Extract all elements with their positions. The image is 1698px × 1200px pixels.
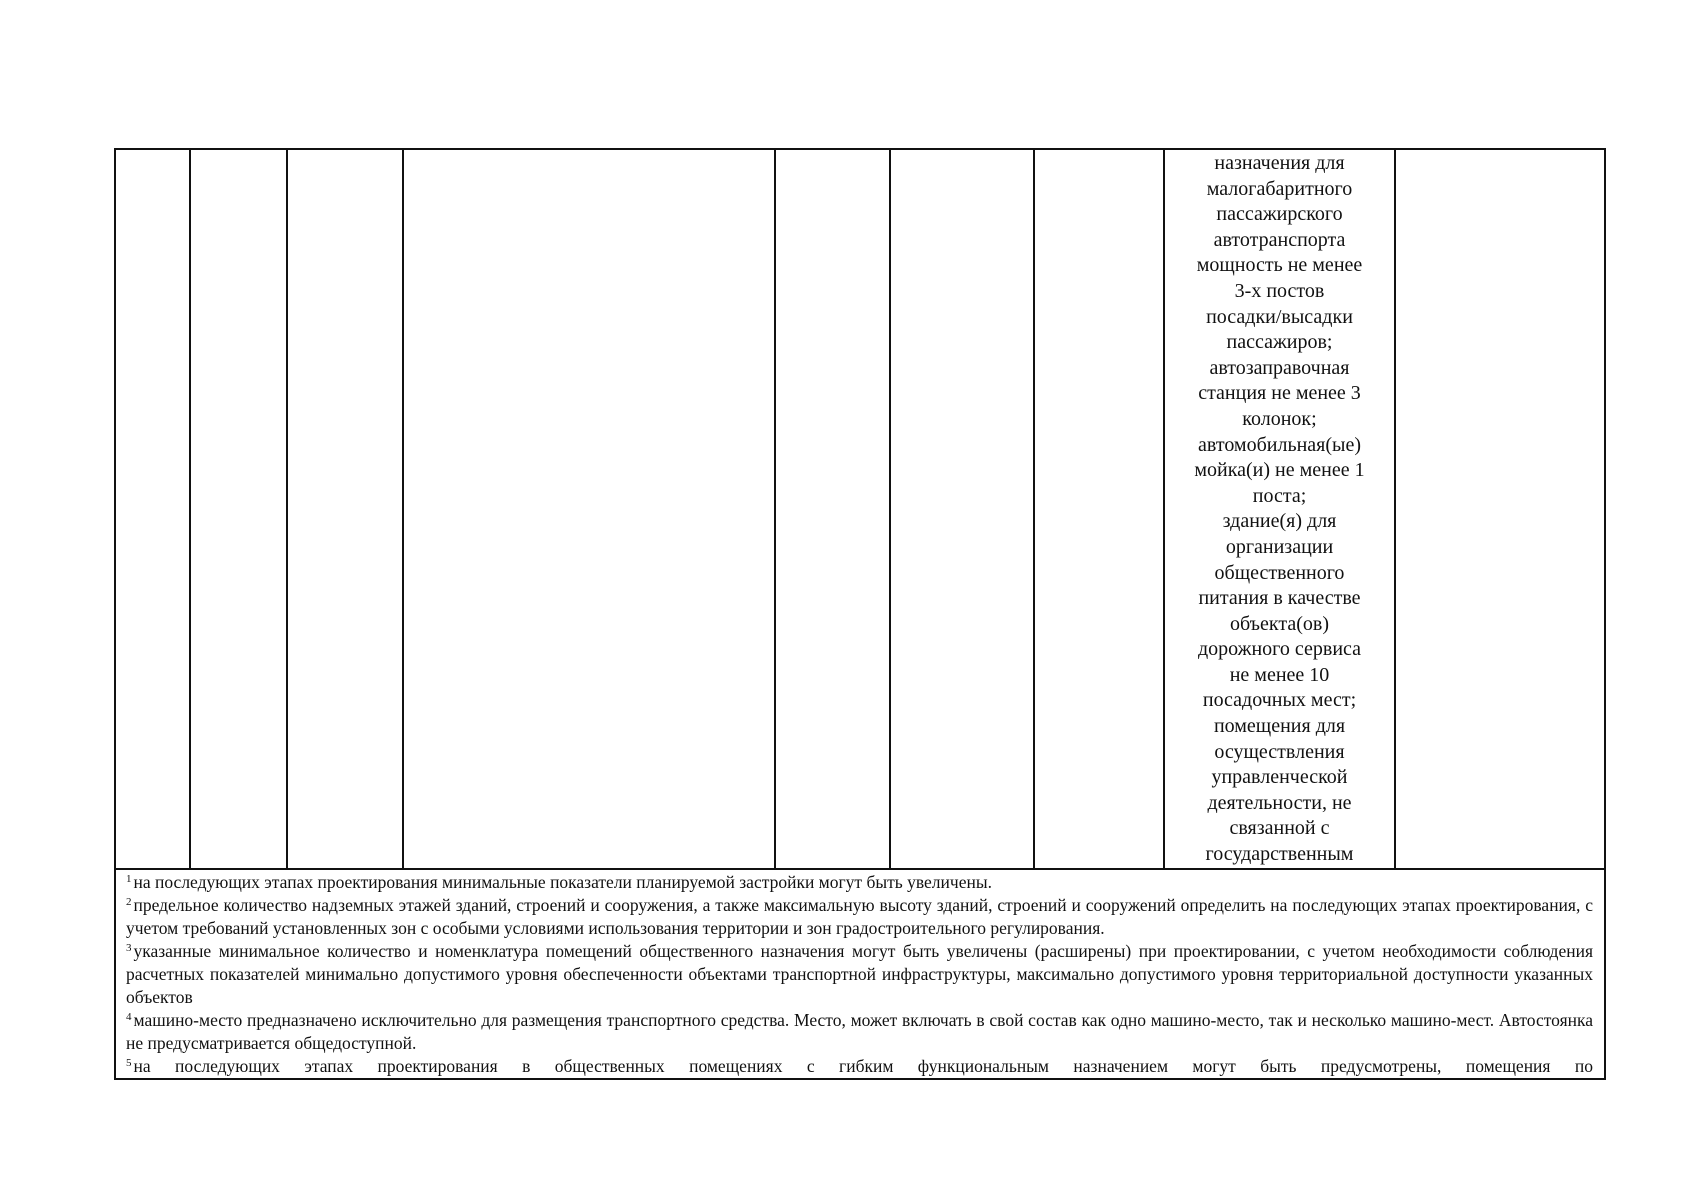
footnote-text: на последующих этапах проектирования в общественных помещениях с гибким функциональным назначением могут быть предусмотрены, помещения по (133, 1055, 1593, 1076)
cell-line: здание(я) для (1222, 510, 1337, 533)
footnote-1 (126, 871, 1593, 894)
cell-line: посадки/высадки (1206, 305, 1353, 328)
cell-line: государственным (1205, 843, 1354, 866)
table-cell-col4 (403, 149, 775, 869)
cell-line: автомобильная(ые) (1198, 433, 1361, 456)
footnote-5 (126, 1055, 1593, 1078)
footnote-text: машино-место предназначено исключительно для размещения транспортного средства. Место, может включать в свой состав как одно машино-место, так и несколько машино-мест. Автостоянка не предусматривается общедоступной. (126, 1009, 1593, 1053)
cell-line: помещения для (1213, 715, 1346, 738)
cell-line: мойка(и) не менее 1 (1194, 459, 1365, 482)
continued-cell-text (1164, 149, 1395, 869)
cell-line: пассажирского (1216, 203, 1343, 226)
footnote-list (126, 871, 1593, 1078)
footnotes-row (115, 869, 1605, 1079)
document-table (114, 148, 1606, 1080)
footnote-text: на последующих этапах проектирования минимальные показатели планируемой застройки могут быть увеличены. (133, 871, 992, 892)
table-cell-col9 (1395, 149, 1605, 869)
footnote-text: указанные минимальное количество и номенклатура помещений общественного назначения могут быть увеличены (расширены) при проектировании, с учетом необходимости соблюдения расчетных показателей минимально допустимого уровня обеспеченности объектами транспортной инфраструктуры, максимально допустимого уровня территориальной доступности указанных объектов (126, 940, 1593, 1007)
cell-line: пассажиров; (1226, 331, 1333, 354)
footnotes-cell (115, 869, 1605, 1079)
cell-lines (1165, 151, 1394, 868)
footnote-number: 5 (126, 1056, 132, 1069)
cell-line: не менее 10 (1229, 663, 1330, 686)
cell-line: организации (1225, 535, 1334, 558)
cell-line: поста; (1252, 484, 1307, 507)
footnote-number: 2 (126, 895, 132, 908)
cell-line: осуществления (1214, 740, 1345, 763)
cell-line: колонок; (1242, 407, 1317, 430)
footnote-text: предельное количество надземных этажей зданий, строений и сооружения, а также максимальную высоту зданий, строений и сооружений определить на последующих этапах проектирования, с учетом требований установленных зон с особыми условиями использования территории и зон градостроительного регулирования. (126, 894, 1593, 938)
table-cell-col7 (1034, 149, 1164, 869)
table-cell-col2 (190, 149, 287, 869)
cell-line: общественного (1214, 561, 1345, 584)
table-cell-col5 (775, 149, 890, 869)
table-cell-col6 (890, 149, 1034, 869)
footnote-number: 1 (126, 872, 132, 885)
cell-line: мощность не менее (1196, 254, 1363, 277)
cell-line: автозаправочная (1209, 356, 1350, 379)
cell-line: 3-х постов (1234, 279, 1325, 302)
cell-line: связанной с (1229, 817, 1330, 840)
cell-line: посадочных мест; (1202, 689, 1357, 712)
table-row (115, 149, 1605, 869)
table-cell-col1 (115, 149, 190, 869)
footnote-number: 4 (126, 1010, 132, 1023)
cell-line: деятельности, не (1207, 791, 1352, 814)
footnote-4 (126, 1009, 1593, 1055)
cell-line: питания в качестве (1198, 587, 1361, 610)
footnote-3 (126, 940, 1593, 1009)
cell-line: станция не менее 3 (1198, 382, 1361, 405)
cell-line: автотранспорта (1213, 228, 1346, 251)
cell-line: управленческой (1211, 766, 1348, 789)
table-cell-col3 (287, 149, 403, 869)
footnote-number: 3 (126, 941, 132, 954)
footnote-2 (126, 894, 1593, 940)
cell-line: назначения для (1214, 152, 1345, 174)
cell-line: объекта(ов) (1230, 612, 1329, 635)
cell-line: дорожного сервиса (1197, 638, 1362, 661)
cell-line: малогабаритного (1206, 177, 1353, 200)
